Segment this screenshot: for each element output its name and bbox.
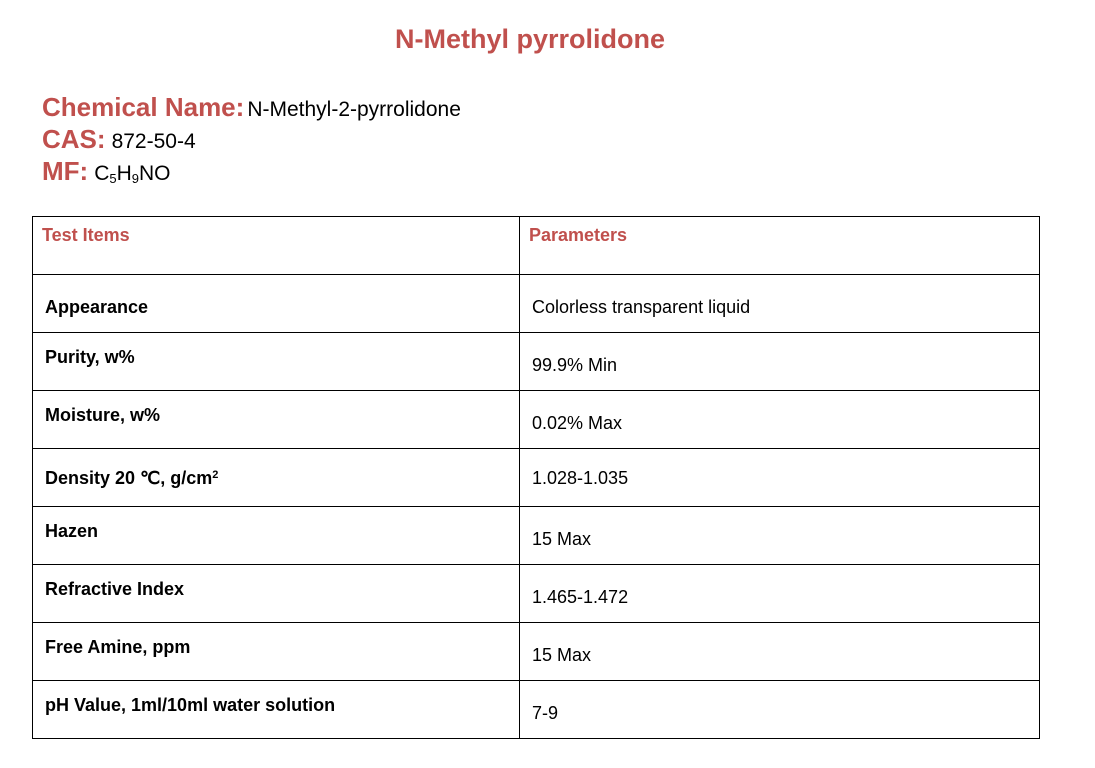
- chemical-name-value: N-Methyl-2-pyrrolidone: [247, 98, 461, 121]
- item-cell: [33, 507, 520, 565]
- param-cell: [520, 275, 1040, 333]
- header-test-items: Test Items: [42, 225, 130, 245]
- param-cell: [520, 623, 1040, 681]
- param-cell: [520, 391, 1040, 449]
- param-purity: 99.9% Min: [532, 355, 618, 375]
- mf-element-c: C: [94, 162, 110, 185]
- item-cell: [33, 391, 520, 449]
- item-density-superscript: 2: [212, 469, 219, 481]
- table-row: [33, 507, 1040, 565]
- param-moisture: 0.02% Max: [532, 413, 623, 433]
- table-row: [33, 275, 1040, 333]
- param-free-amine: 15 Max: [532, 645, 592, 665]
- item-moisture: Moisture, w%: [45, 405, 161, 425]
- param-cell: [520, 507, 1040, 565]
- param-appearance: Colorless transparent liquid: [532, 297, 751, 317]
- item-density: [33, 449, 519, 489]
- param-cell: [520, 333, 1040, 391]
- mf-subscript-h: 9: [131, 171, 140, 186]
- item-density-text: Density 20 ℃, g/cm: [45, 468, 213, 488]
- mf-value: [94, 162, 170, 185]
- chemical-name-label: Chemical Name:: [42, 92, 245, 122]
- item-ph-value: pH Value, 1ml/10ml water solution: [45, 695, 336, 715]
- item-cell: [33, 681, 520, 739]
- item-free-amine: Free Amine, ppm: [45, 637, 191, 657]
- document-title: N-Methyl pyrrolidone: [394, 24, 665, 54]
- mf-element-h: H: [116, 162, 132, 185]
- mf-label: MF:: [42, 156, 89, 186]
- param-hazen: 15 Max: [532, 529, 592, 549]
- cas-value: 872-50-4: [111, 130, 196, 153]
- table-row: [33, 391, 1040, 449]
- table-row: [33, 623, 1040, 681]
- table-header-row: [33, 217, 1040, 275]
- table-row: [33, 565, 1040, 623]
- mf-line: [42, 156, 171, 187]
- item-cell: [33, 565, 520, 623]
- param-refractive-index: 1.465-1.472: [532, 587, 629, 607]
- item-purity: Purity, w%: [45, 347, 135, 367]
- cas-line: [42, 124, 196, 155]
- item-cell: [33, 449, 520, 507]
- header-cell-parameters: [520, 217, 1040, 275]
- item-appearance: Appearance: [45, 297, 149, 317]
- item-cell: [33, 623, 520, 681]
- specification-table: [32, 216, 1040, 739]
- header-parameters: Parameters: [529, 225, 628, 245]
- table-row: [33, 333, 1040, 391]
- table-row: [33, 681, 1040, 739]
- param-ph-value: 7-9: [532, 703, 559, 723]
- item-refractive-index: Refractive Index: [45, 579, 185, 599]
- header-cell-test-items: [33, 217, 520, 275]
- item-cell: [33, 333, 520, 391]
- param-density: 1.028-1.035: [532, 468, 629, 488]
- cas-label: CAS:: [42, 124, 106, 154]
- chemical-name-line: [42, 92, 461, 123]
- mf-subscript-c: 5: [109, 171, 117, 186]
- item-hazen: Hazen: [45, 521, 99, 541]
- item-cell: [33, 275, 520, 333]
- mf-element-no: NO: [139, 162, 171, 185]
- table-row: [33, 449, 1040, 507]
- param-cell: [520, 565, 1040, 623]
- param-cell: [520, 449, 1040, 507]
- param-cell: [520, 681, 1040, 739]
